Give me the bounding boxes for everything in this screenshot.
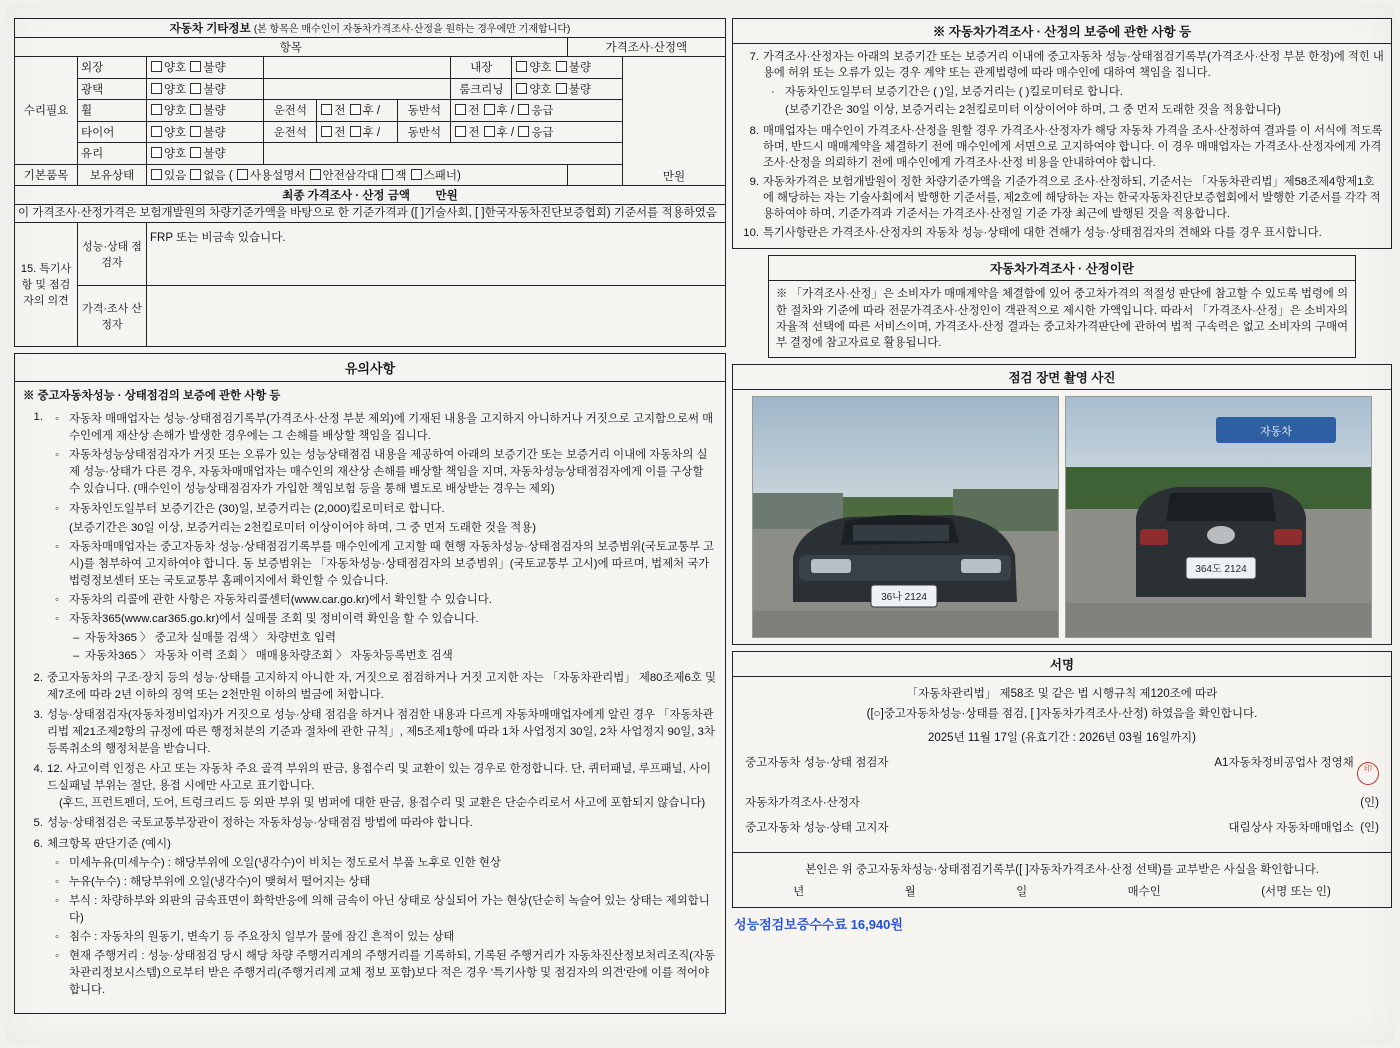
checkbox-exterior-bad[interactable] [190, 61, 201, 72]
checkbox-wheel-driver-rear[interactable] [350, 104, 361, 115]
guarantee-item-9-text: 자동차가격은 보험개발원이 정한 차량기준가액을 기준가격으로 조사·산정하되, 기준서는 「자동차관리법」제58조제4항제1호에 해당하는 자는 기술사회에서 발행한 기준서를, 제2호에 해당하는 자는 한국자동차진단보증협회에서 발행한 기준서를 각각 적용하여야 하며, 기준가격과 기준서는 가격조사·산정일 기준 가장 최근에 발행된 것을 적용합니다. [763, 175, 1381, 221]
remarks-label: 15. 특기사항 및 점검자의 의견 [15, 222, 78, 346]
label-roomcleaning-good: 양호 [529, 83, 552, 96]
label-roomcleaning-bad: 불량 [568, 83, 591, 96]
checkbox-tire-pass-front[interactable] [455, 126, 466, 137]
row-tire-options[interactable] [147, 121, 264, 143]
checkbox-tire-good[interactable] [151, 126, 162, 137]
field-buyer[interactable]: 매수인 [1127, 885, 1161, 898]
basic-items-options[interactable]: 있음 없음 ( 사용설명서 안전삼각대 잭 스패너) [147, 164, 568, 186]
label-basic-no: 없음 ( [203, 169, 233, 182]
checkbox-wheel-bad[interactable] [190, 104, 201, 115]
wheel-driver-options[interactable]: 전 후 / [317, 100, 398, 122]
label-tire-driver-front: 전 [334, 126, 346, 139]
label-tire-pass-front: 전 [468, 126, 480, 139]
buyer-confirm-text: 본인은 위 중고자동차성능·상태점검기록부([ ]자동차가격조사·산정 선택)를 교부받은 사실을 확인합니다. [805, 863, 1319, 876]
photo-front[interactable] [752, 396, 1059, 638]
wheel-passenger-options[interactable]: 전 후 / 응급 [451, 100, 623, 122]
signature-notifier-mark: (인) [1360, 821, 1379, 834]
notice-1-b7: ◦ 자동차365(www.car365.go.kr)에서 실매물 조회 및 정비이력 확인을 할 수 있습니다. [55, 613, 479, 626]
notice-item-6-body [47, 836, 717, 1002]
guarantee-title: ※ 자동차가격조사 · 산정의 보증에 관한 사항 등 [733, 19, 1391, 44]
label-jack: 잭 [395, 169, 407, 182]
guarantee-list [740, 49, 1384, 241]
label-tire-good: 양호 [164, 126, 187, 139]
notice-item-2-num: 2. [33, 671, 43, 684]
checkbox-wheel-driver-front[interactable] [321, 104, 332, 115]
checkbox-wheel-pass-spare[interactable] [518, 104, 529, 115]
signature-inspector-label: 중고자동차 성능·상태 점검자 [745, 756, 889, 769]
label-wheel-pass-front: 전 [468, 105, 480, 118]
checkbox-polish-good[interactable] [151, 83, 162, 94]
label-exterior-bad: 불량 [203, 62, 226, 75]
signature-row-appraiser [745, 794, 1379, 810]
checkbox-exterior-good[interactable] [151, 61, 162, 72]
checkbox-roomcleaning-bad[interactable] [556, 83, 567, 94]
guarantee-item-7-text: 가격조사·산정자는 아래의 보증기간 또는 보증거리 이내에 중고자동차 성능·상태점검기록부(가격조사·산정 부분 한정)에 적힌 내용에 허위 또는 오류가 있는 경우 계약 또는 관계법령에 따라 매수인에 대하여 책임을 집니다. [763, 51, 1384, 80]
label-spanner: 스패너 [423, 169, 458, 182]
holding-state-label: 보유상태 [78, 164, 147, 186]
notice-item-4 [23, 761, 717, 812]
label-tire-bad: 불량 [203, 126, 226, 139]
left-column [14, 18, 726, 1014]
notice-item-2 [23, 670, 717, 704]
row-wheel-options[interactable] [147, 100, 264, 122]
checkbox-tire-driver-front[interactable] [321, 126, 332, 137]
notice-item-2-text: 중고자동차의 구조·장치 등의 성능·상태를 고지하지 아니한 자, 거짓으로 점검하거나 거짓 고지한 자는 「자동차관리법」 제80조제6호 및 제7조에 따라 2년 이하의 징역 또는 2천만원 이하의 벌금에 처합니다. [47, 671, 717, 701]
notice-1-d2: – 자동차365 〉 자동차 이력 조회 〉 매매용차량조회 〉 자동차등록번호 검색 [73, 650, 453, 663]
notice-item-4-text: 12. 사고이력 인정은 사고 또는 자동차 주요 골격 부위의 판금, 용접수리 및 교환이 있는 경우로 한정합니다. 단, 퀴터패널, 루프패널, 사이드실패널 부위는 절단, 용접 시에만 사고로 표기합니다. [47, 763, 711, 793]
tire-passenger-options[interactable]: 전 후 / 응급 [451, 121, 623, 143]
definition-title: 자동차가격조사 · 산정이란 [769, 256, 1355, 281]
checkbox-tire-driver-rear[interactable] [350, 126, 361, 137]
final-price-title-text: 최종 가격조사 · 산정 금액 [282, 190, 410, 202]
guarantee-item-8-text: 매매업자는 매수인이 가격조사·산정을 원할 경우 가격조사·산정자가 해당 자동차 가격을 조사·산정하여 결과를 이 서식에 적도록 하며, 반드시 매매계약을 체결하기 전에 매수인에게 서면으로 고지하여야 합니다. 이 경우 매매업자는 가격조사·산정자에게 가격조사·산정을 의뢰하기 전에 매수인에게 가격조사·산정 비용을 안내하여야 합니다. [763, 124, 1383, 170]
paper-background [6, 4, 1394, 1044]
checkbox-wheel-pass-rear[interactable] [484, 104, 495, 115]
photos-box [732, 364, 1392, 645]
photos-title: 점검 장면 촬영 사진 [733, 365, 1391, 390]
row-interior-options[interactable] [512, 57, 623, 79]
guarantee-item-10-text: 특기사항란은 가격조사·산정자의 자동차 성능·상태에 대한 견해가 성능·상태점검자의 견해와 다를 경우 표시합니다. [763, 226, 1322, 239]
notice-item-1-num: 1. [33, 411, 43, 424]
label-wheel-good: 양호 [164, 105, 187, 118]
label-wheel-bad: 불량 [203, 105, 226, 118]
notice-item-3-num: 3. [33, 708, 43, 721]
row-roomcleaning-options[interactable] [512, 78, 623, 100]
photos-row [733, 390, 1391, 644]
signature-box [732, 651, 1392, 908]
remarks-appraiser-text[interactable] [147, 285, 726, 346]
other-info-title-text: 자동차 기타정보 [169, 23, 251, 35]
notice-item-4-body [47, 761, 717, 812]
label-glass-bad: 불량 [203, 148, 226, 161]
final-price-unit: 만원 [435, 190, 458, 202]
notice-list [23, 409, 717, 1002]
notice-title: 유의사항 [15, 354, 725, 382]
label-polish-bad: 불량 [203, 83, 226, 96]
label-polish-good: 양호 [164, 83, 187, 96]
basic-items-label: 기본품목 [15, 164, 78, 186]
label-wheel-pass-rear: 후 [496, 105, 508, 118]
label-triangle: 안전삼각대 [322, 169, 379, 182]
row-polish-label: 광택 [78, 78, 147, 100]
notice-1-b4: (보증기간은 30일 이상, 보증거리는 2천킬로미터 이상이어야 하며, 그 중 먼저 도래한 것을 적용) [69, 521, 537, 534]
label-wheel-pass-spare: 응급 [531, 105, 554, 118]
notice-6-b1: ◦ 미세누유(미세누수) : 해당부위에 오일(냉각수)이 비치는 정도로서 부품 노후로 인한 현상 [55, 856, 501, 869]
checkbox-wheel-pass-front[interactable] [455, 104, 466, 115]
checkbox-glass-good[interactable] [151, 147, 162, 158]
signature-line2: ([○]중고자동차성능·상태를 점검, [ ]자동차가격조사·산정) 하였음을 확인합니다. [866, 707, 1258, 720]
tire-driver-label: 운전석 [264, 121, 317, 143]
notice-item-5 [23, 815, 717, 832]
notice-item-6 [23, 836, 717, 1002]
notice-6-b4: ◦ 침수 : 자동차의 원동기, 변속기 등 주요장치 일부가 물에 잠긴 흔적이 있는 상태 [55, 931, 455, 944]
remarks-inspector-text[interactable]: FRP 또는 비금속 있습니다. [147, 222, 726, 285]
notice-1-b6: ◦ 자동차의 리콜에 관한 사항은 자동차리콜센터(www.car.go.kr)에서 확인할 수 있습니다. [55, 594, 492, 607]
other-info-table [14, 18, 726, 347]
notice-item-3 [23, 707, 717, 758]
checkbox-manual[interactable] [237, 169, 248, 180]
other-info-title [15, 19, 726, 38]
signature-notifier-value: 대림상사 자동차매매업소 [1228, 821, 1354, 834]
checkbox-tire-pass-rear[interactable] [484, 126, 495, 137]
guarantee-item-7-num: 7. [749, 51, 759, 63]
buyer-confirm-fields [743, 883, 1381, 899]
guarantee-item-8-num: 8. [749, 124, 759, 137]
label-tire-pass-spare: 응급 [531, 126, 554, 139]
guarantee-item-9 [740, 174, 1384, 223]
guarantee-item-10 [740, 225, 1384, 241]
notice-item-4-num: 4. [33, 763, 43, 776]
inspection-fee: 성능점검보증수수료 16,940원 [734, 916, 903, 932]
field-month[interactable]: 월 [904, 885, 916, 898]
checkbox-roomcleaning-good[interactable] [516, 83, 527, 94]
checkbox-triangle[interactable] [310, 169, 321, 180]
other-info-title-note: (본 항목은 매수인이 자동차가격조사·산정을 원하는 경우에만 기재합니다) [253, 24, 571, 35]
label-tire-driver-rear: 후 [362, 126, 374, 139]
checkbox-basic-yes[interactable] [151, 169, 162, 180]
notice-item-5-text: 성능·상태점검은 국토교통부장관이 정하는 자동차성능·상태점검 방법에 따라야 합니다. [47, 817, 473, 830]
definition-box [768, 255, 1356, 358]
remarks-inspector-label: 성능·상태 점검자 [78, 222, 147, 285]
notice-6-b3: ◦ 부식 : 차량하부와 외판의 금속표면이 화학반응에 의해 금속이 아닌 상태로 상실되어 가는 현상(단순히 녹슬어 있는 상태는 제외합니다) [55, 894, 710, 924]
buyer-confirm [733, 852, 1391, 907]
notice-item-5-num: 5. [33, 817, 43, 830]
signature-notifier-label: 중고자동차 성능·상태 고지자 [745, 821, 889, 834]
signature-line1: 「자동차관리법」 제58조 및 같은 법 시행규칙 제120조에 따라 [906, 687, 1218, 700]
notice-1-b2: ◦ 자동차성능상태점검자가 거짓 또는 오류가 있는 성능상태점검 내용을 제공하여 아래의 보증기간 또는 보증거리 이내에 자동차의 실제 성능·상태가 다른 경우, 자동차매매업자는 매수인의 재산상 손해를 배상할 책임을 지며, 자동차성능상태점검자에게 이를 구상할 수 있습니다. (매수인이 성능상태점검자가 가입한 책임보험 등을 통해 별도로 배상받는 경우는 제외) [55, 449, 708, 496]
field-day[interactable]: 일 [1016, 885, 1028, 898]
notice-1-b1: ◦ 자동차 매매업자는 성능·상태점검기록부(가격조사·산정 부분 제외)에 기재된 내용을 고지하지 아니하거나 거짓으로 고지함으로써 매수인에게 재산상 손해가 발생한 경우에는 그 손해를 배상할 책임을 집니다. [55, 413, 714, 443]
checkbox-interior-good[interactable] [516, 61, 527, 72]
signature-body [733, 677, 1391, 852]
notice-box [14, 353, 726, 1014]
checkbox-spanner[interactable] [411, 169, 422, 180]
price-estimate-cell [623, 57, 726, 186]
wheel-passenger-label: 동반석 [398, 100, 451, 122]
row-polish-options[interactable] [147, 78, 264, 100]
signature-inspector-value-wrap [1214, 754, 1379, 785]
guarantee-7-b2: (보증기간은 30일 이상, 보증거리는 2천킬로미터 이상이어야 하며, 그 중 먼저 도래한 것을 적용합니다) [785, 104, 1281, 117]
notice-1-b3: ◦ 자동차인도일부터 보증기간은 (30)일, 보증거리는 (2,000)킬로미터로 합니다. [55, 502, 445, 515]
row-exterior-options[interactable] [147, 57, 264, 79]
notice-item-4-sub: (후드, 프런트펜더, 도어, 트렁크리드 등 외판 부위 및 범퍼에 대한 판금, 용접수리 및 교환은 단순수리로서 사고에 포함되지 않습니다) [59, 797, 706, 810]
notice-1-b5: ◦ 자동차매매업자는 중고자동차 성능·상태점검기록부를 매수인에게 고지할 때 현행 자동차성능·상태점검자의 보증범위(국토교통부 고시)를 첨부하여 고지하여야 합니다. 동 보증범위는 「자동차성능·상태점검자의 보증범위」(국토교통부 고시)에 따르며, 법제처 국가법령정보센터 또는 국토교통부 홈페이지에서 확인할 수 있습니다. [55, 540, 715, 588]
checkbox-polish-bad[interactable] [190, 83, 201, 94]
checkbox-interior-bad[interactable] [556, 61, 567, 72]
tire-driver-options[interactable]: 전 후 / [317, 121, 398, 143]
signature-appraiser-label: 자동차가격조사·산정자 [745, 796, 860, 809]
signature-appraiser-mark: (인) [1360, 796, 1379, 809]
tire-passenger-label: 동반석 [398, 121, 451, 143]
checkbox-tire-bad[interactable] [190, 126, 201, 137]
row-tire-label: 타이어 [78, 121, 147, 143]
field-year[interactable]: 년 [793, 885, 805, 898]
notice-6-b2: ◦ 누유(누수) : 해당부위에 오일(냉각수)이 맺혀서 떨어지는 상태 [55, 875, 371, 888]
label-tire-pass-rear: 후 [496, 126, 508, 139]
guarantee-body [733, 44, 1391, 248]
photo-rear-banner-text: 자동차 [1260, 425, 1292, 438]
repair-needed-label: 수리필요 [15, 57, 78, 165]
notice-item-3-text: 성능·상태점검자(자동차정비업자)가 거짓으로 성능·상태 점검을 하거나 점검한 내용과 다르게 자동차매매업자에게 알린 경우 「자동차관리법 제21조제2항의 규정에 따른 행정처분의 기준과 절차에 관한 규칙」, 제5조제1항에 따라 1차 사업정지 30일, 2차 사업정지 90일, 3차 등록취소의 행정처분을 받습니다. [47, 708, 715, 756]
signature-row-inspector [745, 754, 1379, 785]
row-interior-label: 내장 [451, 57, 512, 79]
label-glass-good: 양호 [164, 148, 187, 161]
notice-6-b5: ◦ 현재 주행거리 : 성능·상태점검 당시 해당 차량 주행거리계의 주행거리를 기록하되, 기록된 주행거리가 자동차진산정보처리조직(자동차관리정보시스템)으로부터 받은 주행거리(주행거리계 교체 정보 포함)보다 적은 경우 '특기사항 및 점검자의 의견'란에 이를 적어야 합니다. [55, 950, 716, 997]
col-header-price: 가격조사·산정액 [567, 38, 725, 57]
guarantee-item-10-num: 10. [743, 226, 759, 239]
final-price-note: 이 가격조사·산정가격은 보험개발원의 차량기준가액을 바탕으로 한 기준가격과 ([ ]기술사회, [ ]한국자동차진단보증협회) 기준서를 적용하였음 [15, 205, 726, 223]
signature-notifier-value-wrap [1228, 819, 1379, 835]
photo-rear[interactable] [1065, 396, 1372, 638]
row-glass-label: 유리 [78, 143, 147, 165]
notice-1-d1: – 자동차365 〉 중고차 실매물 검색 〉 차량번호 입력 [73, 632, 336, 645]
row-exterior-label: 외장 [78, 57, 147, 79]
field-sign-or-seal[interactable]: (서명 또는 인) [1261, 885, 1331, 898]
notice-body [15, 382, 725, 1013]
row-wheel-label: 휠 [78, 100, 147, 122]
notice-item-1 [23, 409, 717, 667]
label-interior-bad: 불량 [568, 62, 591, 75]
guarantee-box [732, 18, 1392, 249]
checkbox-jack[interactable] [382, 169, 393, 180]
label-manual: 사용설명서 [249, 169, 306, 182]
row-glass-options[interactable] [147, 143, 264, 165]
label-exterior-good: 양호 [164, 62, 187, 75]
final-price-title [15, 186, 726, 205]
photo-front-plate-text: 36나 2124 [881, 591, 927, 603]
notice-head: ※ 중고자동차성능 · 상태점검의 보증에 관한 사항 등 [23, 389, 281, 402]
signature-row-notifier [745, 819, 1379, 835]
checkbox-wheel-good[interactable] [151, 104, 162, 115]
checkbox-glass-bad[interactable] [190, 147, 201, 158]
signature-date: 2025년 11월 17일 (유효기간 : 2026년 03월 16일까지) [927, 731, 1196, 744]
checkbox-basic-no[interactable] [190, 169, 201, 180]
photo-front-image [753, 397, 1058, 637]
guarantee-7-b1: · 자동차인도일부터 보증기간은 ( )일, 보증거리는 ( )킬로미터로 합니다. [771, 85, 1123, 98]
definition-text: ※ 「가격조사·산정」은 소비자가 매매계약을 체결함에 있어 중고차가격의 적절성 판단에 참고할 수 있도록 법령에 의한 절차와 기준에 따라 전문가격조사·산정인이 객관적으로 제시한 가액입니다. 따라서 「가격조사·산정」은 소비자의 자율적 선택에 따른 서비스이며, 가격조사·산정 결과는 중고차가격판단에 관하여 법적 구속력은 없고 소비자의 구매여부 결정에 참고자료로 활용됩니다. [776, 288, 1348, 350]
seal-stamp-icon: 印 [1357, 762, 1379, 785]
photo-rear-image [1066, 397, 1371, 637]
guarantee-item-8 [740, 123, 1384, 172]
checkbox-tire-pass-spare[interactable] [518, 126, 529, 137]
price-unit-label: 만원 [662, 171, 686, 183]
remarks-appraiser-label: 가격·조사 산정자 [78, 285, 147, 346]
row-roomcleaning-label: 룸크리닝 [451, 78, 512, 100]
notice-item-6-text: 체크항목 판단기준 (예시) [47, 837, 171, 850]
signature-inspector-value: A1자동차정비공업사 정영채 [1214, 756, 1354, 769]
col-header-item: 항목 [15, 38, 568, 57]
signature-title: 서명 [733, 652, 1391, 677]
guarantee-item-9-num: 9. [749, 175, 759, 188]
photo-rear-plate-text: 364도 2124 [1195, 563, 1247, 575]
label-interior-good: 양호 [529, 62, 552, 75]
right-column [732, 18, 1392, 933]
notice-item-1-body [47, 409, 717, 667]
guarantee-item-7-body [763, 49, 1384, 121]
label-wheel-driver-rear: 후 [362, 105, 374, 118]
label-basic-yes: 있음 [164, 169, 187, 182]
guarantee-item-7 [740, 49, 1384, 121]
label-wheel-driver-front: 전 [334, 105, 346, 118]
notice-item-6-num: 6. [33, 837, 43, 850]
wheel-driver-label: 운전석 [264, 100, 317, 122]
